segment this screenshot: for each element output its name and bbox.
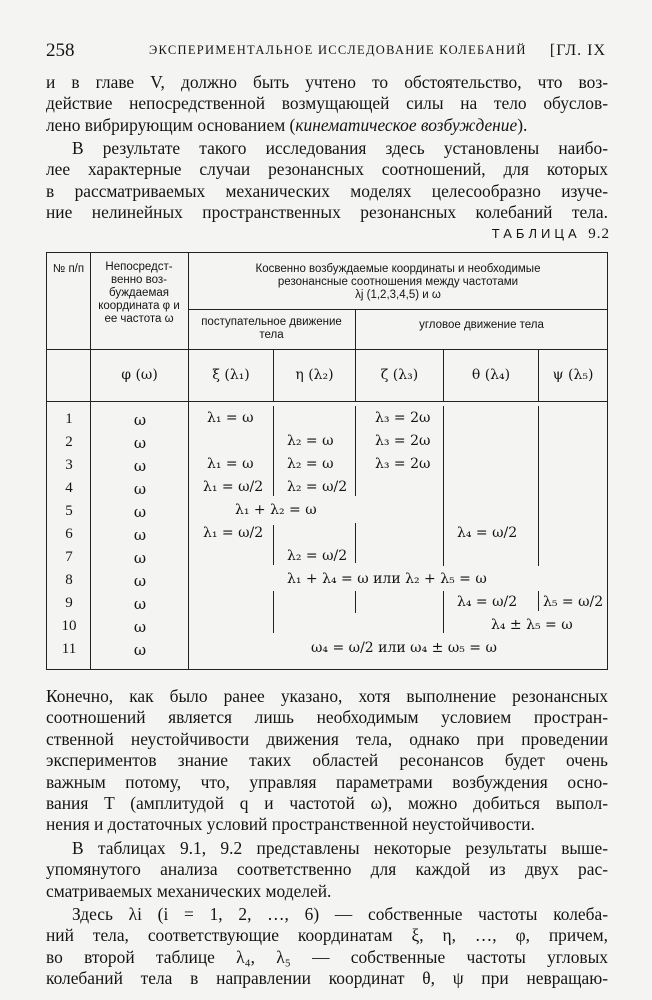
row-number: 5 xyxy=(65,503,73,519)
header-angular: угловое движение тела xyxy=(419,319,544,331)
row-number: 8 xyxy=(65,572,73,588)
omega-cell: ω xyxy=(133,526,147,544)
row-number: 7 xyxy=(65,549,73,565)
col-eta: η (λ₂) xyxy=(295,367,334,383)
text-line: упомянутого анализа соответственно для каждой из двух рас- xyxy=(46,859,608,880)
text-line: лено вибрирующим основанием (кинематическое возбуждение). xyxy=(46,114,528,135)
text-line: действие непосредственной возмущающей силы на тело обуслов- xyxy=(46,93,608,114)
cell-r3-xi: λ₁ = ω xyxy=(207,456,254,472)
text-line: ние нелинейных пространственных резонансных колебаний тела. xyxy=(46,202,608,223)
resonance-table xyxy=(46,252,608,670)
cell-r9-theta: λ₄ = ω/2 xyxy=(457,594,518,610)
cell-r1-zeta: λ₃ = 2ω xyxy=(375,410,431,426)
paragraph-4 xyxy=(46,838,608,902)
omega-cell: ω xyxy=(133,503,147,521)
omega-cell: ω xyxy=(133,549,147,567)
col-theta: θ (λ₄) xyxy=(471,367,511,383)
text-line: колебаний тела в направлении координат θ, ψ при невращаю- xyxy=(46,968,608,989)
paragraph-5 xyxy=(46,904,608,990)
header-indirect: Косвенно возбуждаемые координаты и необходимые резонансные соотношения между частотами λj (1,2,3,4,5) и ω xyxy=(255,263,541,301)
cell-r7-eta: λ₂ = ω/2 xyxy=(287,548,348,564)
cell-r6-xi: λ₁ = ω/2 xyxy=(203,525,264,541)
cell-r1-xi: λ₁ = ω xyxy=(207,410,254,426)
text-line: ственной неустойчивости движения тела, однако при проведении xyxy=(46,728,608,749)
text-line: в рассматриваемых механических моделях целесообразно изуче- xyxy=(46,180,608,201)
cell-r2-zeta: λ₃ = 2ω xyxy=(375,433,431,449)
italic-term: кинематическое возбуждение xyxy=(295,114,518,135)
text-line: В результате такого исследования здесь установлены наибо- xyxy=(72,138,608,158)
text-line: важным потому, что, управляя параметрами возбуждения осно- xyxy=(46,771,608,792)
row-number: 11 xyxy=(61,641,77,657)
text-line: вания T (амплитудой q и частотой ω), можно добиться выпол- xyxy=(46,793,608,814)
text-line: Здесь λi (i = 1, 2, …, 6) — собственные частоты колеба- xyxy=(72,904,608,924)
cell-r10-thetapsi: λ₄ ± λ₅ = ω xyxy=(491,617,573,633)
col-zeta: ζ (λ₃) xyxy=(380,367,419,383)
row-number: 3 xyxy=(65,457,73,473)
header-translational: поступательное движение тела xyxy=(201,316,342,341)
row-number: 10 xyxy=(61,618,77,634)
omega-cell: ω xyxy=(133,411,147,429)
row-number: 4 xyxy=(65,480,73,496)
header-number: № п/п xyxy=(52,263,85,275)
text-line: сматриваемых механических моделей. xyxy=(46,880,332,901)
omega-cell: ω xyxy=(133,572,147,590)
row-number: 2 xyxy=(65,434,73,450)
col-phi: φ (ω) xyxy=(121,367,158,383)
cell-r3-zeta: λ₃ = 2ω xyxy=(375,456,431,472)
text-line: нения и достаточных условий пространственной неустойчивости. xyxy=(46,814,535,835)
omega-cell: ω xyxy=(133,618,147,636)
omega-cell: ω xyxy=(133,595,147,613)
text-line: ний тела, соответствующие координатам ξ, η, …, φ, причем, xyxy=(46,925,608,946)
page-number: 258 xyxy=(46,40,75,61)
paragraph-2 xyxy=(46,138,608,224)
row-number: 6 xyxy=(65,526,73,542)
text-line: В таблицах 9.1, 9.2 представлены некоторые результаты выше- xyxy=(72,838,608,858)
header-direct: Непосредст-венно воз-буждаемая координата φ и ее частота ω xyxy=(98,261,180,325)
omega-cell: ω xyxy=(133,434,147,452)
table-caption: ТАБЛИЦА 9.2 xyxy=(491,226,610,242)
col-psi: ψ (λ₅) xyxy=(552,367,594,383)
chapter-label: [ГЛ. IX xyxy=(549,42,606,59)
cell-r4-xi: λ₁ = ω/2 xyxy=(203,479,264,495)
row-number: 1 xyxy=(65,411,73,427)
paragraph-1 xyxy=(46,72,608,136)
cell-r2-eta: λ₂ = ω xyxy=(287,433,334,449)
text-line: во второй таблице λ₄, λ₅ — собственные частоты угловых xyxy=(46,946,608,967)
omega-cell: ω xyxy=(133,480,147,498)
cell-r8-all: λ₁ + λ₄ = ω или λ₂ + λ₅ = ω xyxy=(287,571,487,587)
cell-r9-psi: λ₅ = ω/2 xyxy=(543,594,604,610)
text-line: Конечно, как было ранее указано, хотя выполнение резонансных xyxy=(46,686,608,706)
cell-r5-xieta: λ₁ + λ₂ = ω xyxy=(235,502,317,518)
row-number: 9 xyxy=(65,595,73,611)
cell-r4-eta: λ₂ = ω/2 xyxy=(287,479,348,495)
text-line: и в главе V, должно быть учтено то обстоятельство, что воз- xyxy=(46,72,608,92)
omega-cell: ω xyxy=(133,641,147,659)
text-line: лее характерные случаи резонансных соотношений, для которых xyxy=(46,159,608,180)
col-xi: ξ (λ₁) xyxy=(212,367,250,383)
running-title: ЭКСПЕРИМЕНТАЛЬНОЕ ИССЛЕДОВАНИЕ КОЛЕБАНИЙ xyxy=(149,43,527,57)
cell-r11-all: ω₄ = ω/2 или ω₄ ± ω₅ = ω xyxy=(311,640,497,656)
text-line: экспериментов знание таких областей ресонансов будет очень xyxy=(46,750,608,771)
paragraph-3 xyxy=(46,686,608,836)
page-header xyxy=(46,40,606,64)
cell-r6-theta: λ₄ = ω/2 xyxy=(457,525,518,541)
cell-r3-eta: λ₂ = ω xyxy=(287,456,334,472)
omega-cell: ω xyxy=(133,457,147,475)
text-line: соотношений является лишь необходимым условием простран- xyxy=(46,707,608,728)
